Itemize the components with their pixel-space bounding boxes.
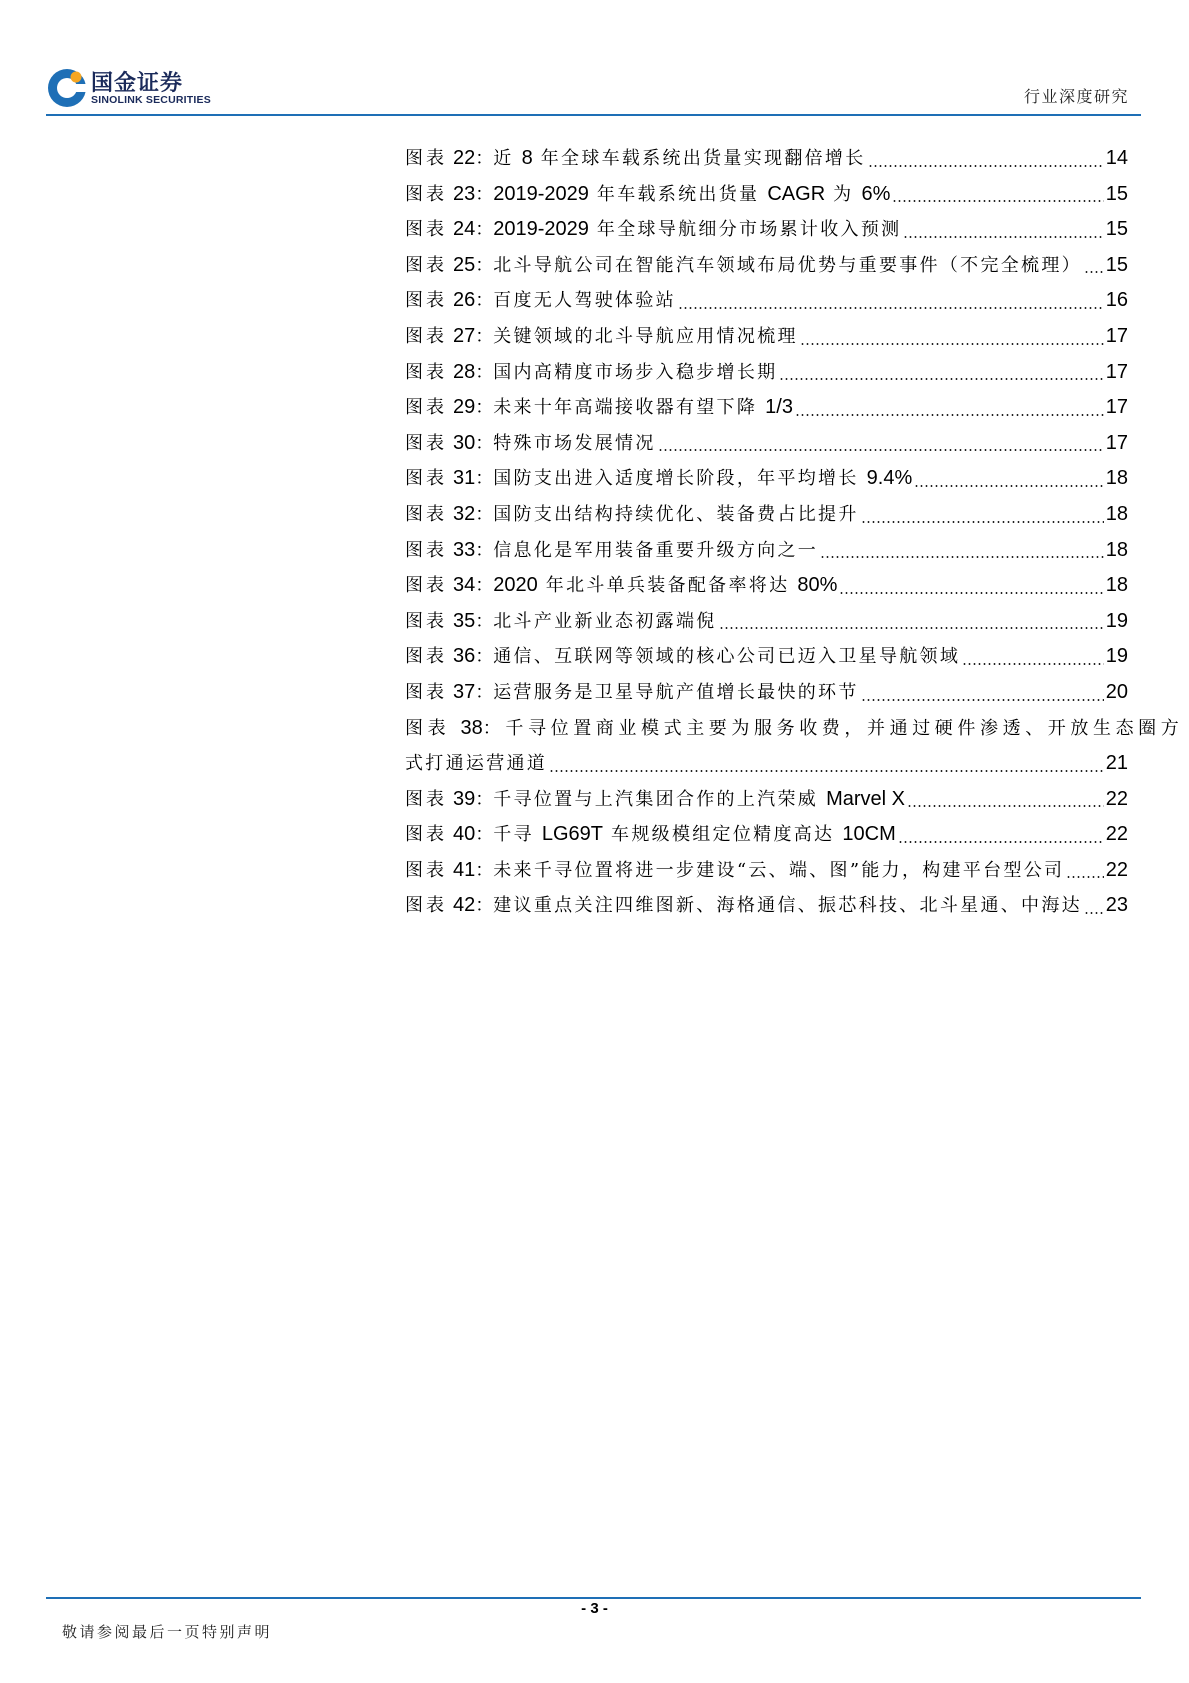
toc-entry-colon: ： bbox=[475, 325, 494, 347]
toc-dot-leader bbox=[861, 521, 1104, 523]
toc-entry-page: 18 bbox=[1105, 538, 1128, 561]
toc-entry-number: 33 bbox=[453, 538, 476, 561]
toc-entry-label: 图表 bbox=[405, 290, 447, 312]
toc-entry-27[interactable] bbox=[405, 319, 1128, 355]
toc-entry-page: 23 bbox=[1105, 894, 1128, 917]
toc-entry-title: 千寻位置与上汽集团合作的上汽荣威 Marvel X bbox=[493, 787, 905, 810]
toc-dot-leader bbox=[962, 663, 1104, 665]
toc-dot-leader bbox=[907, 805, 1104, 807]
toc-dot-leader bbox=[549, 770, 1104, 772]
footer-divider bbox=[46, 1597, 1141, 1599]
toc-entry-title: 百度无人驾驶体验站 bbox=[493, 290, 676, 312]
toc-entry-29[interactable] bbox=[405, 390, 1128, 426]
toc-entry-label: 图表 bbox=[405, 646, 447, 668]
toc-entry-40[interactable] bbox=[405, 817, 1128, 853]
toc-entry-number: 32 bbox=[453, 502, 476, 525]
toc-entry-30[interactable] bbox=[405, 426, 1128, 462]
toc-entry-colon: ： bbox=[475, 539, 494, 561]
toc-entry-37[interactable] bbox=[405, 675, 1128, 711]
toc-entry-label: 图表 bbox=[405, 468, 447, 490]
toc-entry-number: 35 bbox=[453, 609, 476, 632]
toc-entry-label: 图表 bbox=[405, 254, 447, 276]
company-logo bbox=[46, 66, 216, 110]
toc-entry-page: 17 bbox=[1105, 431, 1128, 454]
toc-entry-page: 19 bbox=[1105, 609, 1128, 632]
toc-dot-leader bbox=[1084, 271, 1104, 273]
toc-entry-title: 国防支出进入适度增长阶段，年平均增长 9.4% bbox=[493, 467, 913, 490]
toc-entry-colon: ： bbox=[475, 646, 494, 668]
toc-entry-colon: ： bbox=[475, 859, 494, 881]
toc-entry-number: 36 bbox=[453, 645, 476, 668]
toc-entry-number: 41 bbox=[453, 858, 476, 881]
toc-entry-number: 28 bbox=[453, 360, 476, 383]
toc-entry-39[interactable] bbox=[405, 782, 1128, 818]
toc-entry-label: 图表 bbox=[405, 824, 447, 846]
toc-entry-label: 图表 bbox=[405, 610, 447, 632]
toc-entry-title: 北斗导航公司在智能汽车领域布局优势与重要事件（不完全梳理） bbox=[493, 254, 1082, 276]
toc-entry-26[interactable] bbox=[405, 283, 1128, 319]
logo-chinese-name: 国金证券 bbox=[91, 71, 184, 96]
toc-entry-page: 22 bbox=[1105, 823, 1128, 846]
toc-entry-title: 特殊市场发展情况 bbox=[493, 432, 656, 454]
toc-entry-colon: ： bbox=[475, 895, 494, 917]
table-of-figures bbox=[405, 141, 1184, 924]
toc-entry-page: 17 bbox=[1105, 324, 1128, 347]
toc-entry-colon: ： bbox=[475, 219, 494, 241]
toc-entry-number: 30 bbox=[453, 431, 476, 454]
toc-entry-page: 22 bbox=[1105, 858, 1128, 881]
toc-entry-page: 21 bbox=[1105, 752, 1128, 775]
toc-entry-label: 图表 bbox=[405, 859, 447, 881]
toc-entry-label: 图表 bbox=[405, 717, 451, 739]
toc-entry-title: 国内高精度市场步入稳步增长期 bbox=[493, 361, 778, 383]
toc-entry-38[interactable]: 图表 38：千寻位置商业模式主要为服务收费，并通过硬件渗透、开放生态圈方 式打通运营通道 21 bbox=[405, 711, 1128, 782]
toc-entry-colon: ： bbox=[475, 290, 494, 312]
toc-entry-title: 2019-2029 年全球导航细分市场累计收入预测 bbox=[493, 218, 902, 241]
toc-entry-title-line2: 式打通运营通道 bbox=[405, 753, 548, 775]
toc-entry-colon: ： bbox=[475, 824, 494, 846]
toc-entry-title: 2020 年北斗单兵装备配备率将达 80% bbox=[493, 574, 838, 597]
toc-entry-number: 42 bbox=[453, 894, 476, 917]
toc-entry-colon: ： bbox=[475, 788, 494, 810]
toc-entry-page: 17 bbox=[1105, 396, 1128, 419]
toc-entry-colon: ： bbox=[475, 397, 494, 419]
toc-entry-41[interactable] bbox=[405, 853, 1128, 889]
toc-entry-number: 24 bbox=[453, 218, 476, 241]
toc-entry-colon: ： bbox=[475, 432, 494, 454]
toc-entry-35[interactable] bbox=[405, 604, 1128, 640]
toc-dot-leader bbox=[779, 378, 1103, 380]
toc-entry-label: 图表 bbox=[405, 681, 447, 703]
toc-entry-title: 国防支出结构持续优化、装备费占比提升 bbox=[493, 503, 859, 525]
toc-entry-title: 信息化是军用装备重要升级方向之一 bbox=[493, 539, 819, 561]
toc-entry-colon: ： bbox=[475, 610, 494, 632]
toc-entry-title: 未来十年高端接收器有望下降 1/3 bbox=[493, 396, 793, 419]
report-section-title: 行业深度研究 bbox=[1023, 87, 1129, 106]
toc-entry-colon: ： bbox=[475, 575, 494, 597]
toc-entry-title: 未来千寻位置将进一步建设“云、端、图”能力，构建平台型公司 bbox=[493, 859, 1065, 881]
toc-dot-leader bbox=[795, 414, 1104, 416]
toc-entry-number: 23 bbox=[453, 182, 476, 205]
toc-dot-leader bbox=[820, 556, 1104, 558]
toc-entry-label: 图表 bbox=[405, 361, 447, 383]
page-header bbox=[46, 62, 1141, 118]
toc-entry-page: 15 bbox=[1105, 218, 1128, 241]
toc-entry-number: 38 bbox=[460, 716, 483, 739]
toc-entry-number: 40 bbox=[453, 823, 476, 846]
toc-dot-leader bbox=[839, 592, 1103, 594]
toc-entry-page: 15 bbox=[1105, 253, 1128, 276]
toc-entry-label: 图表 bbox=[405, 503, 447, 525]
toc-entry-24[interactable] bbox=[405, 212, 1128, 248]
toc-entry-title: 北斗产业新业态初露端倪 bbox=[493, 610, 717, 632]
toc-entry-title: 建议重点关注四维图新、海格通信、振芯科技、北斗星通、中海达 bbox=[493, 895, 1082, 917]
toc-dot-leader bbox=[861, 699, 1104, 701]
toc-entry-label: 图表 bbox=[405, 183, 447, 205]
toc-entry-colon: ： bbox=[475, 503, 494, 525]
toc-entry-number: 22 bbox=[453, 147, 476, 169]
toc-dot-leader bbox=[903, 236, 1103, 238]
toc-entry-34[interactable] bbox=[405, 568, 1128, 604]
toc-entry-number: 31 bbox=[453, 467, 476, 490]
toc-entry-title-line1: 千寻位置商业模式主要为服务收费，并通过硬件渗透、开放生态圈方 bbox=[505, 717, 1184, 739]
toc-entry-36[interactable] bbox=[405, 639, 1128, 675]
toc-entry-32[interactable] bbox=[405, 497, 1128, 533]
toc-entry-title: 2019-2029 年车载系统出货量 CAGR 为 6% bbox=[493, 182, 891, 205]
toc-entry-title: 近 8 年全球车载系统出货量实现翻倍增长 bbox=[493, 147, 866, 169]
sinolink-logo-icon bbox=[46, 66, 88, 110]
toc-entry-page: 17 bbox=[1105, 360, 1128, 383]
toc-entry-colon: ： bbox=[475, 148, 494, 169]
toc-entry-number: 37 bbox=[453, 680, 476, 703]
toc-entry-label: 图表 bbox=[405, 788, 447, 810]
toc-dot-leader bbox=[868, 165, 1104, 167]
toc-entry-label: 图表 bbox=[405, 575, 447, 597]
toc-entry-colon: ： bbox=[475, 361, 494, 383]
toc-entry-page: 16 bbox=[1105, 289, 1128, 312]
toc-dot-leader bbox=[1066, 876, 1103, 878]
toc-entry-23[interactable] bbox=[405, 177, 1128, 213]
toc-entry-33[interactable] bbox=[405, 533, 1128, 569]
toc-entry-page: 18 bbox=[1105, 502, 1128, 525]
toc-entry-22[interactable] bbox=[405, 141, 1128, 177]
toc-entry-title: 通信、互联网等领域的核心公司已迈入卫星导航领域 bbox=[493, 646, 961, 668]
toc-entry-page: 20 bbox=[1105, 680, 1128, 703]
toc-entry-page: 15 bbox=[1105, 182, 1128, 205]
toc-dot-leader bbox=[898, 841, 1104, 843]
toc-entry-number: 26 bbox=[453, 289, 476, 312]
toc-entry-colon: ： bbox=[475, 468, 494, 490]
toc-entry-number: 34 bbox=[453, 574, 476, 597]
toc-entry-label: 图表 bbox=[405, 325, 447, 347]
toc-entry-page: 22 bbox=[1105, 787, 1128, 810]
disclaimer-note: 敬请参阅最后一页特别声明 bbox=[62, 1623, 273, 1641]
toc-entry-colon: ： bbox=[475, 681, 494, 703]
toc-entry-28[interactable] bbox=[405, 355, 1128, 391]
toc-entry-label: 图表 bbox=[405, 432, 447, 454]
toc-entry-title: 关键领域的北斗导航应用情况梳理 bbox=[493, 325, 798, 347]
toc-dot-leader bbox=[800, 343, 1104, 345]
toc-entry-42[interactable] bbox=[405, 888, 1128, 924]
toc-dot-leader bbox=[1084, 912, 1104, 914]
toc-entry-page: 18 bbox=[1105, 467, 1128, 490]
toc-entry-number: 27 bbox=[453, 324, 476, 347]
toc-entry-31[interactable] bbox=[405, 461, 1128, 497]
toc-entry-title: 千寻 LG69T 车规级模组定位精度高达 10CM bbox=[493, 823, 896, 846]
toc-entry-colon: ： bbox=[475, 183, 494, 205]
toc-entry-25[interactable] bbox=[405, 248, 1128, 284]
toc-entry-label: 图表 bbox=[405, 539, 447, 561]
toc-dot-leader bbox=[719, 627, 1104, 629]
toc-entry-page: 18 bbox=[1105, 574, 1128, 597]
toc-entry-label: 图表 bbox=[405, 219, 447, 241]
toc-dot-leader bbox=[658, 449, 1104, 451]
toc-entry-number: 25 bbox=[453, 253, 476, 276]
toc-entry-colon: ： bbox=[475, 254, 494, 276]
toc-entry-page: 19 bbox=[1105, 645, 1128, 668]
toc-dot-leader bbox=[892, 200, 1103, 202]
toc-entry-title: 运营服务是卫星导航产值增长最快的环节 bbox=[493, 681, 859, 703]
toc-entry-label: 图表 bbox=[405, 895, 447, 917]
toc-entry-number: 39 bbox=[453, 787, 476, 810]
toc-entry-page: 14 bbox=[1105, 147, 1128, 169]
toc-entry-label: 图表 bbox=[405, 148, 447, 169]
toc-dot-leader bbox=[678, 307, 1104, 309]
toc-entry-number: 29 bbox=[453, 396, 476, 419]
toc-dot-leader bbox=[914, 485, 1103, 487]
header-divider bbox=[46, 114, 1141, 116]
toc-entry-label: 图表 bbox=[405, 397, 447, 419]
logo-english-name: SINOLINK SECURITIES bbox=[91, 94, 211, 106]
page-number: - 3 - bbox=[581, 1600, 608, 1617]
